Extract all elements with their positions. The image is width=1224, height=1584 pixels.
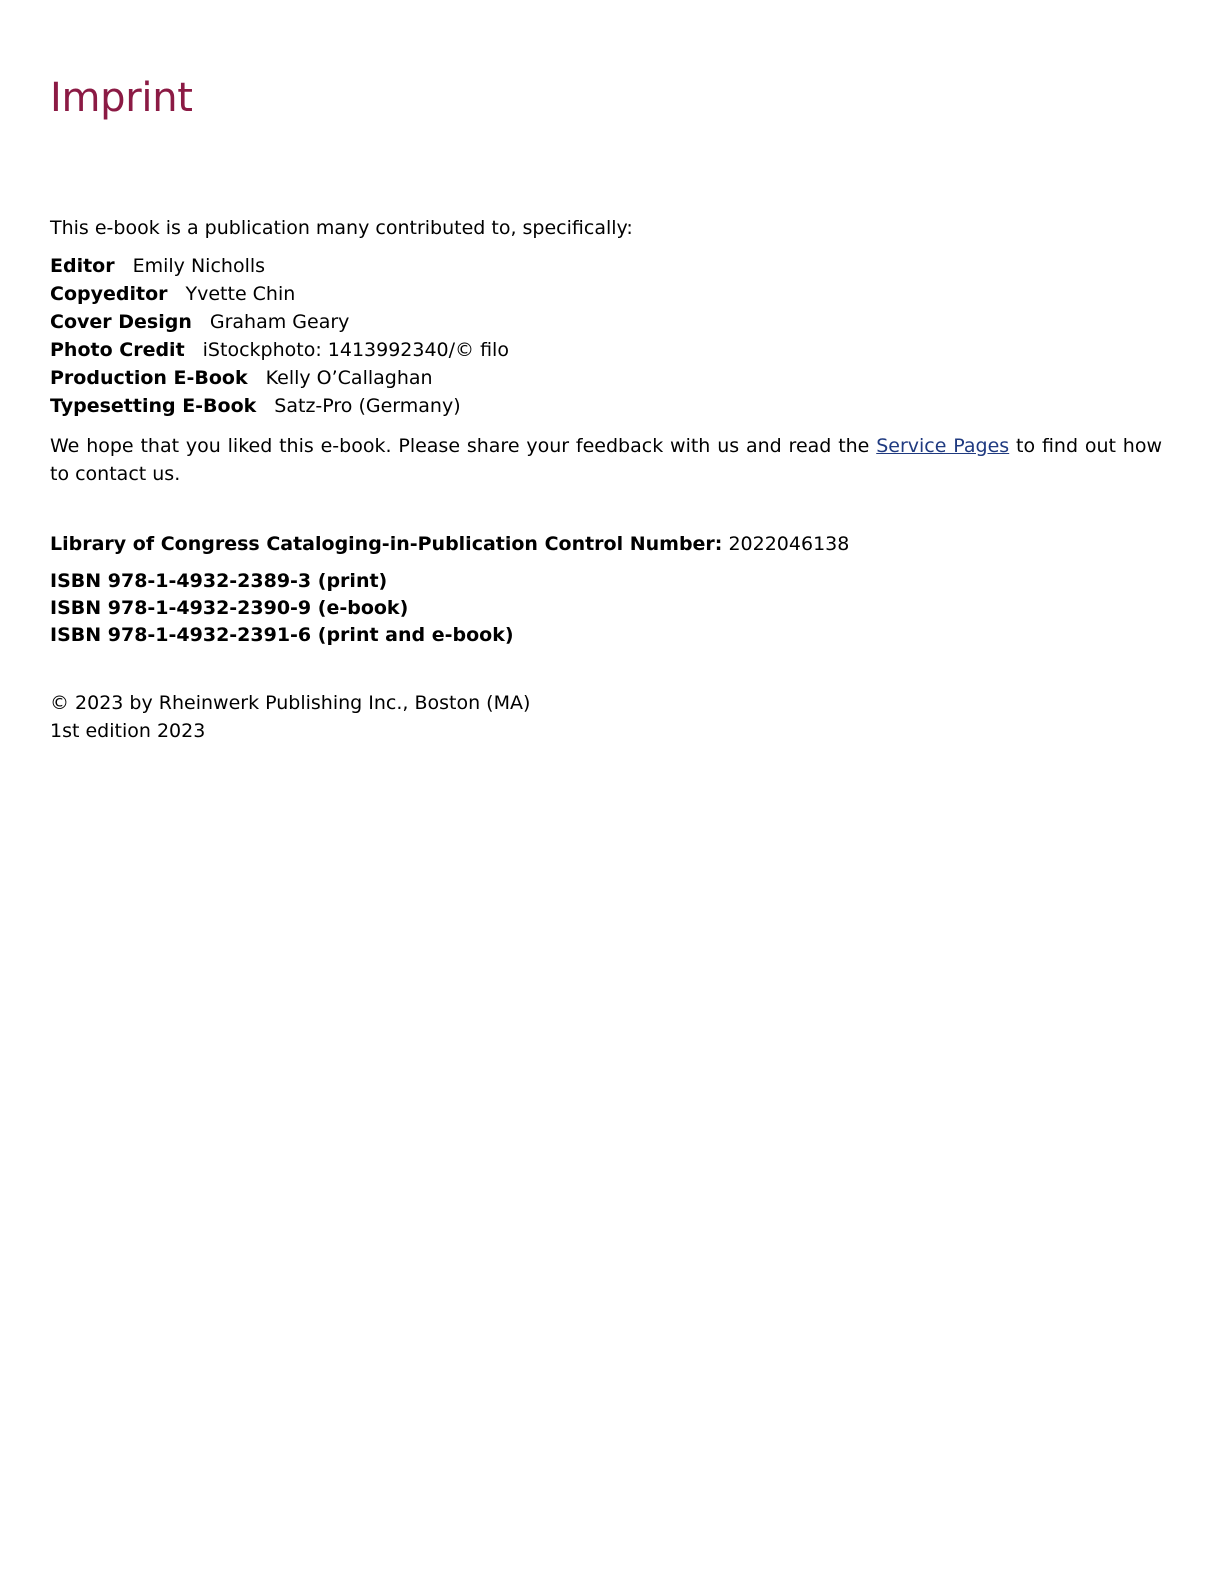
credit-row-cover-design xyxy=(50,308,1162,336)
isbn-ebook: ISBN 978-1-4932-2390-9 (e-book) xyxy=(50,597,409,619)
credit-name: Emily Nicholls xyxy=(132,255,266,277)
feedback-paragraph xyxy=(50,432,1162,488)
service-pages-link[interactable]: Service Pages xyxy=(876,435,1010,457)
credit-role: Production E-Book xyxy=(50,367,248,389)
loc-control-number xyxy=(50,530,1162,558)
credit-row-photo-credit xyxy=(50,336,1162,364)
credit-row-typesetting-ebook xyxy=(50,392,1162,420)
credit-name: iStockphoto: 1413992340/© filo xyxy=(202,339,509,361)
copyright-notice: © 2023 by Rheinwerk Publishing Inc., Boston (MA) xyxy=(50,692,531,714)
credit-row-editor xyxy=(50,252,1162,280)
credit-role: Cover Design xyxy=(50,311,192,333)
feedback-text-before: We hope that you liked this e-book. Please share your feedback with us and read the xyxy=(50,435,877,457)
credit-name: Graham Geary xyxy=(209,311,350,333)
feedback-text-after: to find out how to contact us. xyxy=(50,435,1163,485)
credit-name: Kelly O’Callaghan xyxy=(265,367,433,389)
loc-value: 2022046138 xyxy=(728,533,850,555)
credit-name: Yvette Chin xyxy=(185,283,296,305)
loc-label: Library of Congress Cataloging-in-Publication Control Number: xyxy=(50,533,723,555)
page-title: Imprint xyxy=(50,75,193,121)
intro-text: This e-book is a publication many contributed to, specifically: xyxy=(50,217,633,239)
credit-role: Photo Credit xyxy=(50,339,185,361)
credit-row-copyeditor xyxy=(50,280,1162,308)
credit-role: Editor xyxy=(50,255,115,277)
credit-name: Satz-Pro (Germany) xyxy=(274,395,461,417)
isbn-list xyxy=(50,568,1162,649)
isbn-print: ISBN 978-1-4932-2389-3 (print) xyxy=(50,570,388,592)
credit-role: Typesetting E-Book xyxy=(50,395,257,417)
edition-notice: 1st edition 2023 xyxy=(50,720,206,742)
credits-list xyxy=(50,252,1162,420)
credit-row-production-ebook xyxy=(50,364,1162,392)
isbn-print-and-ebook: ISBN 978-1-4932-2391-6 (print and e-book) xyxy=(50,624,514,646)
credit-role: Copyeditor xyxy=(50,283,168,305)
copyright-block xyxy=(50,689,1162,745)
